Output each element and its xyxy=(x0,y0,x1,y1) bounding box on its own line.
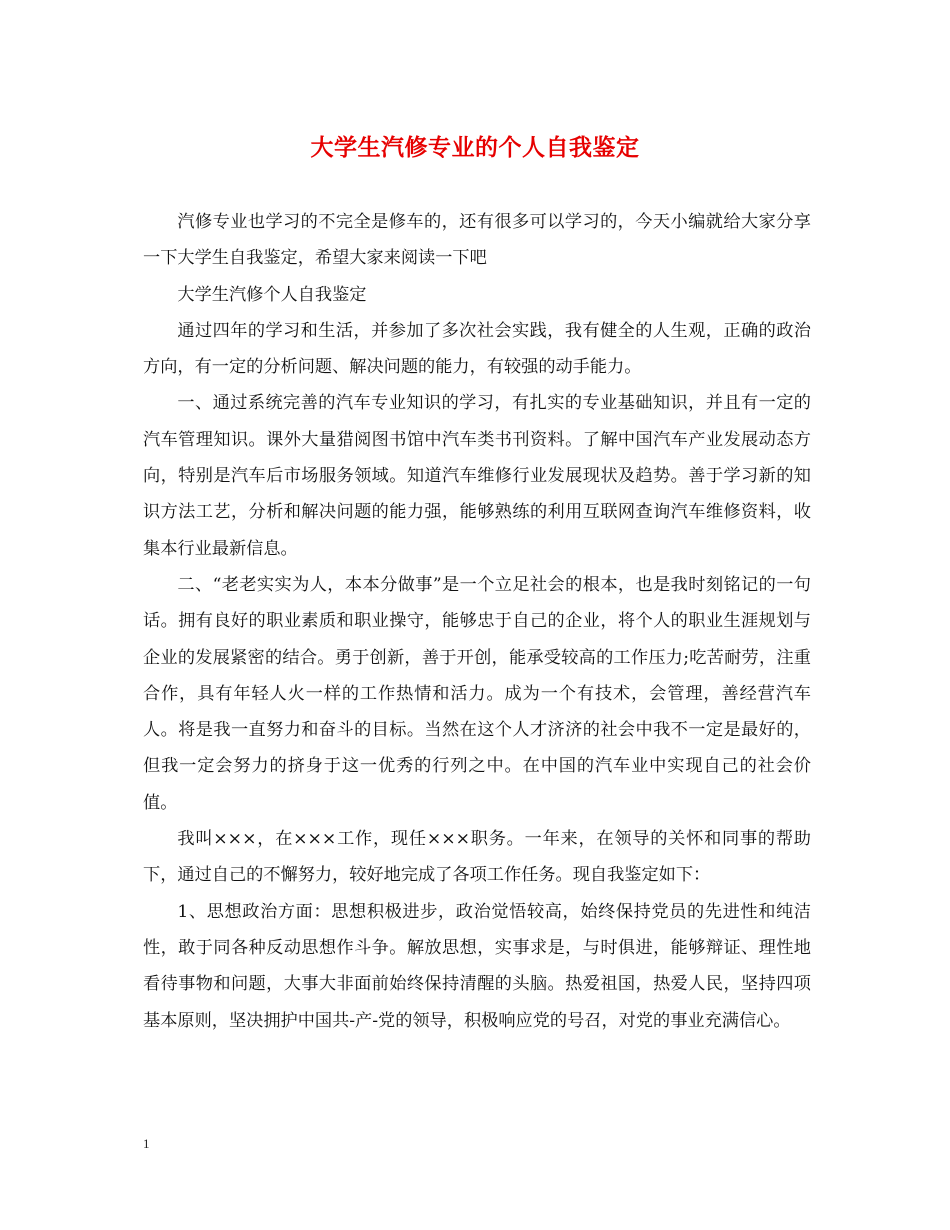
page-number: 1 xyxy=(143,1136,150,1151)
paragraph-section-one: 一、通过系统完善的汽车专业知识的学习，有扎实的专业基础知识，并且有一定的汽车管理知识。课外大量猎阅图书馆中汽车类书刊资料。了解中国汽车产业发展动态方向，特别是汽车后市场服务领域。知道汽车维修行业发展现状及趋势。善于学习新的知识方法工艺，分析和解决问题的能力强，能够熟练的利用互联网查询汽车维修资料，收集本行业最新信息。 xyxy=(143,393,811,559)
paragraph-overview: 通过四年的学习和生活，并参加了多次社会实践，我有健全的人生观，正确的政治方向，有一定的分析问题、解决问题的能力，有较强的动手能力。 xyxy=(143,320,811,378)
document-title: 大学生汽修专业的个人自我鉴定 xyxy=(310,134,640,161)
paragraph-section-two: 二、“老老实实为人，本本分做事”是一个立足社会的根本，也是我时刻铭记的一句话。拥有良好的职业素质和职业操守，能够忠于自己的企业，将个人的职业生涯规划与企业的发展紧密的结合。勇于创新，善于开创，能承受较高的工作压力;吃苦耐劳，注重合作，具有年轻人火一样的工作热情和活力。成为一个有技术，会管理，善经营汽车人。将是我一直努力和奋斗的目标。当然在这个人才济济的社会中我不一定是最好的，但我一定会努力的挤身于这一优秀的行列之中。在中国的汽车业中实现自己的社会价值。 xyxy=(143,574,811,813)
paragraph-intro: 汽修专业也学习的不完全是修车的，还有很多可以学习的，今天小编就给大家分享一下大学生自我鉴定，希望大家来阅读一下吧 xyxy=(143,212,811,269)
paragraph-subheading: 大学生汽修个人自我鉴定 xyxy=(177,284,367,305)
paragraph-political: 1、思想政治方面：思想积极进步，政治觉悟较高，始终保持党员的先进性和纯洁性，敢于同各种反动思想作斗争。解放思想，实事求是，与时俱进，能够辩证、理性地看待事物和问题，大事大非面前始终保持清醒的头脑。热爱祖国，热爱人民，坚持四项基本原则，坚决拥护中国共-产-党的领导，积极响应党的号召，对党的事业充满信心。 xyxy=(143,901,811,1031)
document-body xyxy=(143,204,811,1039)
paragraph-self-intro: 我叫×××，在×××工作，现任×××职务。一年来，在领导的关怀和同事的帮助下，通过自己的不懈努力，较好地完成了各项工作任务。现自我鉴定如下： xyxy=(143,829,811,886)
